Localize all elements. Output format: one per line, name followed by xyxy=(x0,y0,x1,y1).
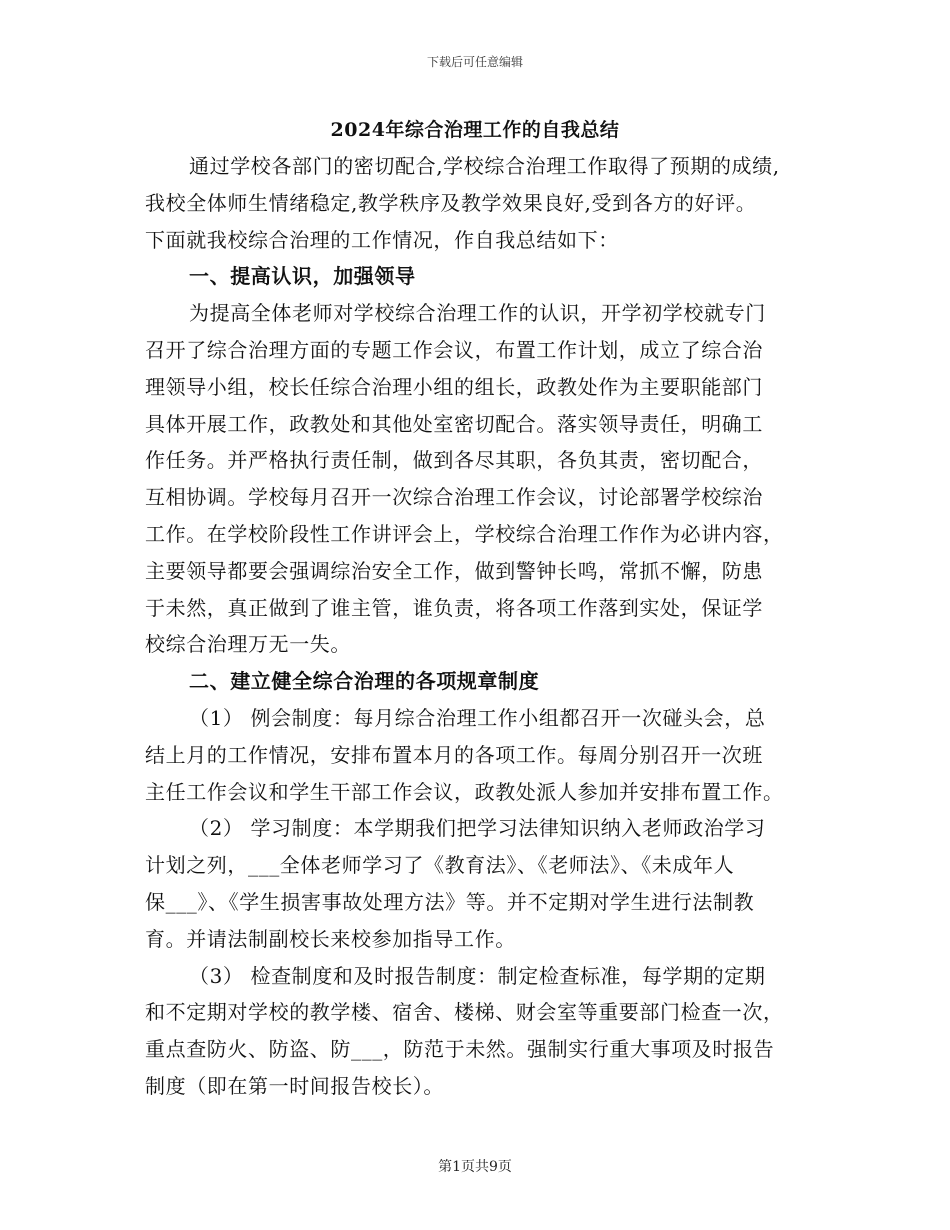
body-line: 校综合治理万无一失。 xyxy=(145,632,351,657)
page-header: 下载后可任意编辑 xyxy=(426,55,523,69)
section-heading: 二、建立健全综合治理的各项规章制度 xyxy=(189,669,540,694)
body-line: 计划之列，___全体老师学习了《教育法》、《老师法》、《未成年人 xyxy=(145,853,735,878)
body-line: 为提高全体老师对学校综合治理工作的认识，开学初学校就专门 xyxy=(189,301,766,326)
body-line: 理领导小组，校长任综合治理小组的组长，政教处作为主要职能部门 xyxy=(145,374,763,399)
body-line: 保___》、《学生损害事故处理方法》等。并不定期对学生进行法制教 xyxy=(145,889,755,914)
body-line: 我校全体师生情绪稳定,教学秩序及教学效果良好,受到各方的好评。 xyxy=(145,190,757,215)
body-line: 结上月的工作情况，安排布置本月的各项工作。每周分别召开一次班 xyxy=(145,742,763,767)
document-title: 2024年综合治理工作的自我总结 xyxy=(330,119,620,141)
body-line: 召开了综合治理方面的专题工作会议，布置工作计划，成立了综合治 xyxy=(145,337,763,362)
body-line: （1） 例会制度：每月综合治理工作小组都召开一次碰头会，总 xyxy=(189,705,766,730)
body-line: 于未然，真正做到了谁主管，谁负责，将各项工作落到实处，保证学 xyxy=(145,595,763,620)
body-line: 和不定期对学校的教学楼、宿舍、楼梯、财会室等重要部门检查一次， xyxy=(145,1000,784,1025)
body-line: 作任务。并严格执行责任制，做到各尽其职，各负其责，密切配合， xyxy=(145,448,763,473)
body-line: 互相协调。学校每月召开一次综合治理工作会议，讨论部署学校综治 xyxy=(145,485,763,510)
body-line: 主要领导都要会强调综治安全工作，做到警钟长鸣，常抓不懈，防患 xyxy=(145,558,763,583)
body-line: 育。并请法制副校长来校参加指导工作。 xyxy=(145,926,516,951)
document-body xyxy=(145,148,810,1105)
body-line: 通过学校各部门的密切配合,学校综合治理工作取得了预期的成绩, xyxy=(189,154,780,178)
body-line: 工作。在学校阶段性工作讲评会上，学校综合治理工作作为必讲内容， xyxy=(145,521,784,546)
page-footer: 第1页共9页 xyxy=(438,1159,512,1175)
body-line: 主任工作会议和学生干部工作会议，政教处派人参加并安排布置工作。 xyxy=(145,779,784,804)
body-line: （2） 学习制度：本学期我们把学习法律知识纳入老师政治学习 xyxy=(189,816,766,841)
section-heading: 一、提高认识，加强领导 xyxy=(189,264,416,289)
body-line: （3） 检查制度和及时报告制度：制定检查标准，每学期的定期 xyxy=(189,963,766,988)
body-line: 具体开展工作，政教处和其他处室密切配合。落实领导责任，明确工 xyxy=(145,411,763,436)
body-line: 制度（即在第一时间报告校长）。 xyxy=(145,1073,444,1098)
body-line: 重点查防火、防盗、防___，防范于未然。强制实行重大事项及时报告 xyxy=(145,1037,775,1062)
body-line: 下面就我校综合治理的工作情况，作自我总结如下： xyxy=(145,227,619,252)
